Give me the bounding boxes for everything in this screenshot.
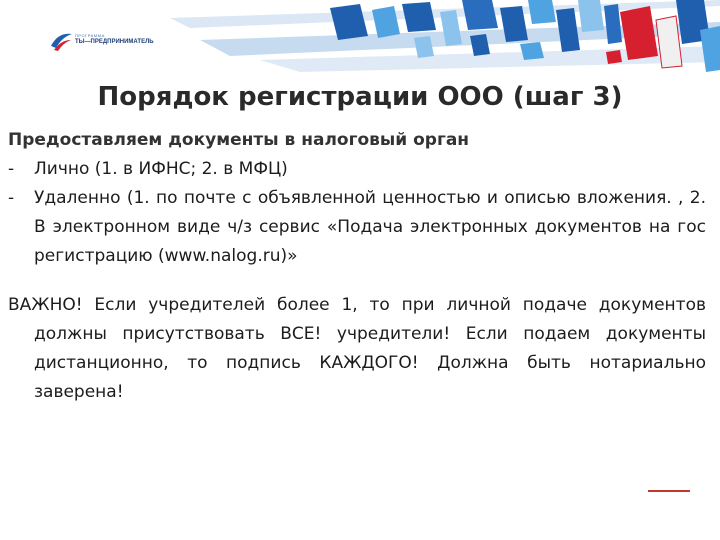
logo-text-main: ТЫ—ПРЕДПРИНИМАТЕЛЬ bbox=[75, 39, 154, 45]
list-item bbox=[8, 184, 706, 271]
list-item bbox=[8, 155, 706, 184]
program-logo bbox=[48, 28, 158, 54]
list-item-text: Удаленно (1. по почте с объявленной ценностью и описью вложения. , 2. В электронном виде ч/з сервис «Подача электронных документов на гос регистрацию (www.nalog.ru)» bbox=[34, 188, 706, 266]
logo-text-top: ПРОГРАММА bbox=[75, 33, 105, 38]
list-item-text: Лично (1. в ИФНС; 2. в МФЦ) bbox=[34, 159, 288, 179]
bullet-marker: - bbox=[8, 159, 15, 179]
decorative-underline bbox=[648, 490, 690, 492]
submission-methods-list bbox=[8, 155, 706, 271]
important-note: ВАЖНО! Если учредителей более 1, то при личной подаче документов должны присутствовать ВСЕ! учредители! Если подаем документы дистанционно, то подпись КАЖДОГО! Должна быть нотариально заверена! bbox=[8, 295, 706, 402]
slide-title: Порядок регистрации ООО (шаг 3) bbox=[97, 82, 623, 112]
lead-text: Предоставляем документы в налоговый орган bbox=[8, 130, 470, 150]
slide-body bbox=[8, 126, 706, 407]
bullet-marker: - bbox=[8, 188, 15, 208]
logo-mark-icon bbox=[48, 28, 74, 54]
